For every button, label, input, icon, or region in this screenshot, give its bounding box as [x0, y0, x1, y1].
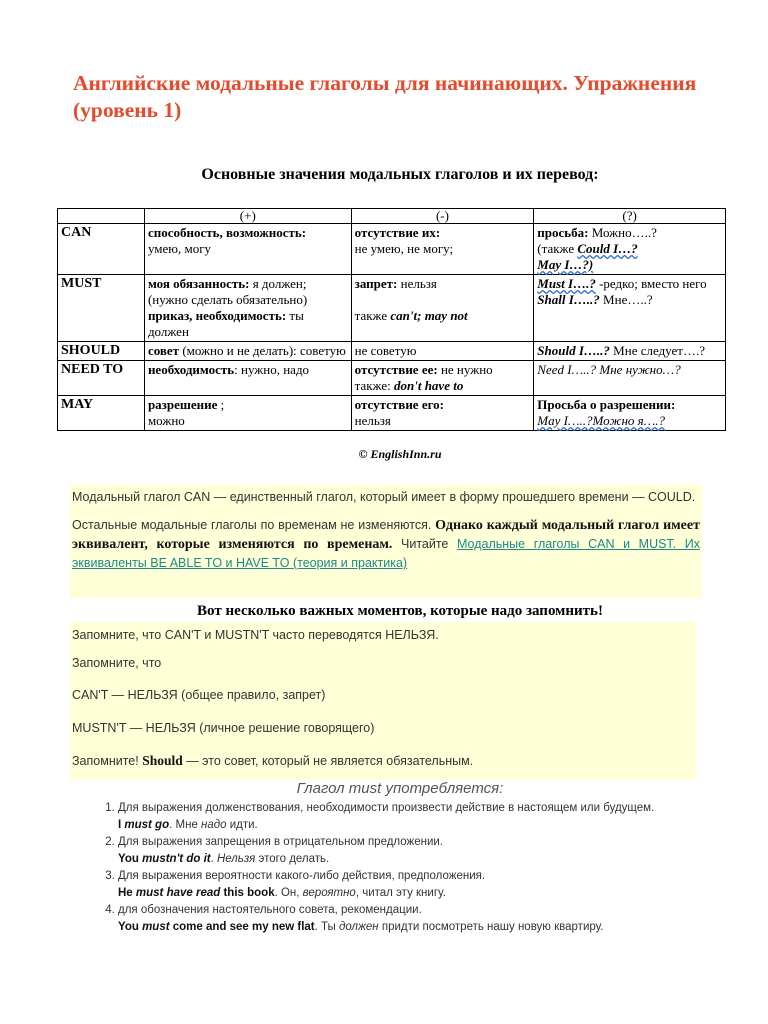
translation: не умею, не могу; [354, 241, 454, 256]
verb-cell: MUST [58, 275, 145, 342]
meaning: отсутствие ее: [354, 362, 438, 377]
header-positive: (+) [144, 209, 351, 224]
example: May I…?) [537, 257, 594, 272]
translation: также: [354, 378, 394, 393]
translation: ; [217, 397, 225, 412]
example: can't; may not [390, 308, 468, 323]
meaning: Просьба о разрешении: [537, 397, 676, 412]
remember-line-1: Запомните, что CAN'T и MUSTN'T часто переводятся НЕЛЬЗЯ. [72, 628, 439, 642]
meaning: разрешение [147, 397, 218, 412]
positive-cell [144, 275, 351, 342]
question-cell [534, 224, 726, 275]
example: Shall I…..? [537, 292, 600, 307]
table-heading: Основные значения модальных глаголов и их перевод: [201, 166, 599, 183]
translation: -редко; вместо него [595, 276, 707, 291]
example: Could I…? [577, 241, 638, 256]
question-cell [534, 361, 726, 396]
positive-cell [144, 396, 351, 431]
question-cell [534, 396, 726, 431]
list-item: 4. для обозначения настоятельного совета, рекомендации. You must come and see my new flat. Ты должен придти посмотреть нашу новую квартиру. [118, 902, 718, 935]
translation: не советую [354, 343, 417, 358]
remember-line-3: CAN'T — НЕЛЬЗЯ (общее правило, запрет) [72, 688, 326, 702]
meaning: моя обязанность: [147, 276, 250, 291]
verb-cell: CAN [58, 224, 145, 275]
translation: нельзя [397, 276, 437, 291]
verb-cell: MAY [58, 396, 145, 431]
positive-cell [144, 361, 351, 396]
meaning: запрет: [354, 276, 398, 291]
example: Must I….? [537, 276, 596, 291]
header-negative: (-) [351, 209, 534, 224]
equivalents-note: Остальные модальные глаголы по временам не изменяются. Однако каждый модальный глагол имеет эквивалент, которые изменяются по временам. Читайте Модальные глаголы CAN и MUST. Их эквиваленты BE ABLE TO и HAVE TO (теория и практика) [72, 518, 700, 570]
table-row-must [58, 275, 726, 342]
list-item: 3. Для выражения вероятности какого-либо действия, предположения. He must have read this book. Он, вероятно, читал эту книгу. [118, 868, 718, 901]
table-row-may [58, 396, 726, 431]
meaning: совет [147, 343, 180, 358]
verb-cell: NEED TO [58, 361, 145, 396]
translation: можно [147, 413, 185, 428]
meaning: приказ, необходимость: [147, 308, 287, 323]
header-question: (?) [534, 209, 726, 224]
usage-example: You must come and see my new flat. Ты должен придти посмотреть нашу новую квартиру. [118, 920, 604, 933]
meaning: способность, возможность: [147, 225, 307, 240]
example: Should I…..? [537, 343, 610, 358]
translation: Можно…..? [588, 225, 657, 240]
positive-cell [144, 342, 351, 361]
translation: (можно и не делать): советую [179, 343, 346, 358]
remember-heading: Вот несколько важных моментов, которые надо запомнить! [197, 603, 603, 619]
translation: Мне следует….? [609, 343, 705, 358]
translation: нельзя [354, 413, 391, 428]
translation: ты должен [147, 308, 304, 339]
negative-cell [351, 361, 534, 396]
modal-verbs-table [57, 208, 726, 431]
remember-line-4: MUSTN'T — НЕЛЬЗЯ (личное решение говорящего) [72, 721, 375, 735]
translation: также [354, 308, 391, 323]
translation: : нужно, надо [234, 362, 310, 377]
copyright-text: © EnglishInn.ru [358, 447, 442, 461]
remember-line-2: Запомните, что [72, 656, 162, 670]
usage-example: You mustn't do it. Нельзя этого делать. [118, 852, 330, 865]
list-item: 2. Для выражения запрещения в отрицательном предложении. You mustn't do it. Нельзя этого делать. [118, 834, 718, 867]
negative-cell [351, 275, 534, 342]
negative-cell [351, 342, 534, 361]
usage-example: He must have read this book. Он, вероятно, читал эту книгу. [118, 886, 446, 899]
equivalents-link[interactable]: Модальные глаголы CAN и MUST. Их эквиваленты BE ABLE TO и HAVE TO (теория и практика) [72, 537, 700, 570]
translation: (также [537, 241, 578, 256]
example: Need I…..? Мне нужно…? [537, 362, 681, 377]
usage-example: I must go. Мне надо идти. [118, 818, 258, 831]
question-cell [534, 342, 726, 361]
negative-cell [351, 396, 534, 431]
meaning: просьба: [537, 225, 589, 240]
table-row-need-to [58, 361, 726, 396]
info-box [70, 484, 702, 598]
question-cell [534, 275, 726, 342]
translation: я должен; (нужно сделать обязательно) [147, 276, 308, 307]
positive-cell [144, 224, 351, 275]
table-row-should [58, 342, 726, 361]
meaning: необходимость [147, 362, 235, 377]
list-item: 1. Для выражения долженствования, необходимости произвести действие в настоящем или будущем. I must go. Мне надо идти. [118, 800, 718, 833]
translation: умею, могу [147, 241, 212, 256]
example: May I…..?Можно я….? [537, 413, 665, 428]
remember-box [70, 622, 696, 780]
verb-cell: SHOULD [58, 342, 145, 361]
must-usage-list [98, 800, 718, 936]
negative-cell [351, 224, 534, 275]
can-note: Модальный глагол CAN — единственный глагол, который имеет в форму прошедшего времени — COULD. [72, 490, 696, 504]
table-row-can [58, 224, 726, 275]
meaning: отсутствие их: [354, 225, 441, 240]
must-usage-heading: Глагол must употребляется: [296, 780, 504, 797]
translation: Мне…..? [599, 292, 653, 307]
meaning: отсутствие его: [354, 397, 445, 412]
example: don't have to [394, 378, 464, 393]
table-header-row [58, 209, 726, 224]
translation: не нужно [437, 362, 493, 377]
page-title: Английские модальные глаголы для начинающих. Упражнения (уровень 1) [73, 71, 697, 122]
header-empty [58, 209, 145, 224]
remember-line-5: Запомните! Should — это совет, который не является обязательным. [72, 753, 474, 768]
